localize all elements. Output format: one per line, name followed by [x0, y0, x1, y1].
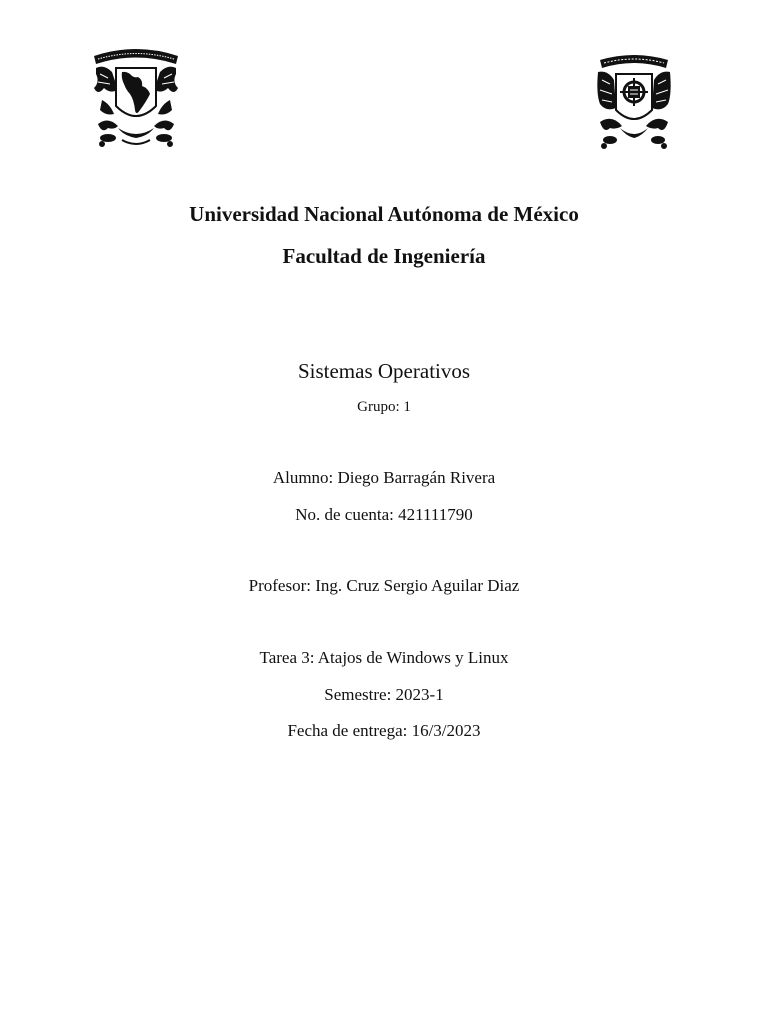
professor-name: Profesor: Ing. Cruz Sergio Aguilar Diaz — [248, 576, 520, 595]
task-title: Tarea 3: Atajos de Windows y Linux — [259, 648, 509, 667]
fi-ingenieria-escudo-icon — [594, 50, 674, 152]
group-number: Grupo: 1 — [357, 399, 411, 415]
unam-escudo-icon — [88, 44, 184, 154]
course-name: Sistemas Operativos — [297, 359, 471, 383]
student-name: Alumno: Diego Barragán Rivera — [272, 468, 496, 487]
faculty-title: Facultad de Ingeniería — [282, 244, 486, 268]
due-date: Fecha de entrega: 16/3/2023 — [287, 721, 481, 740]
university-title: Universidad Nacional Autónoma de México — [189, 202, 579, 226]
semester: Semestre: 2023-1 — [324, 685, 444, 704]
account-number: No. de cuenta: 421111790 — [295, 505, 473, 524]
